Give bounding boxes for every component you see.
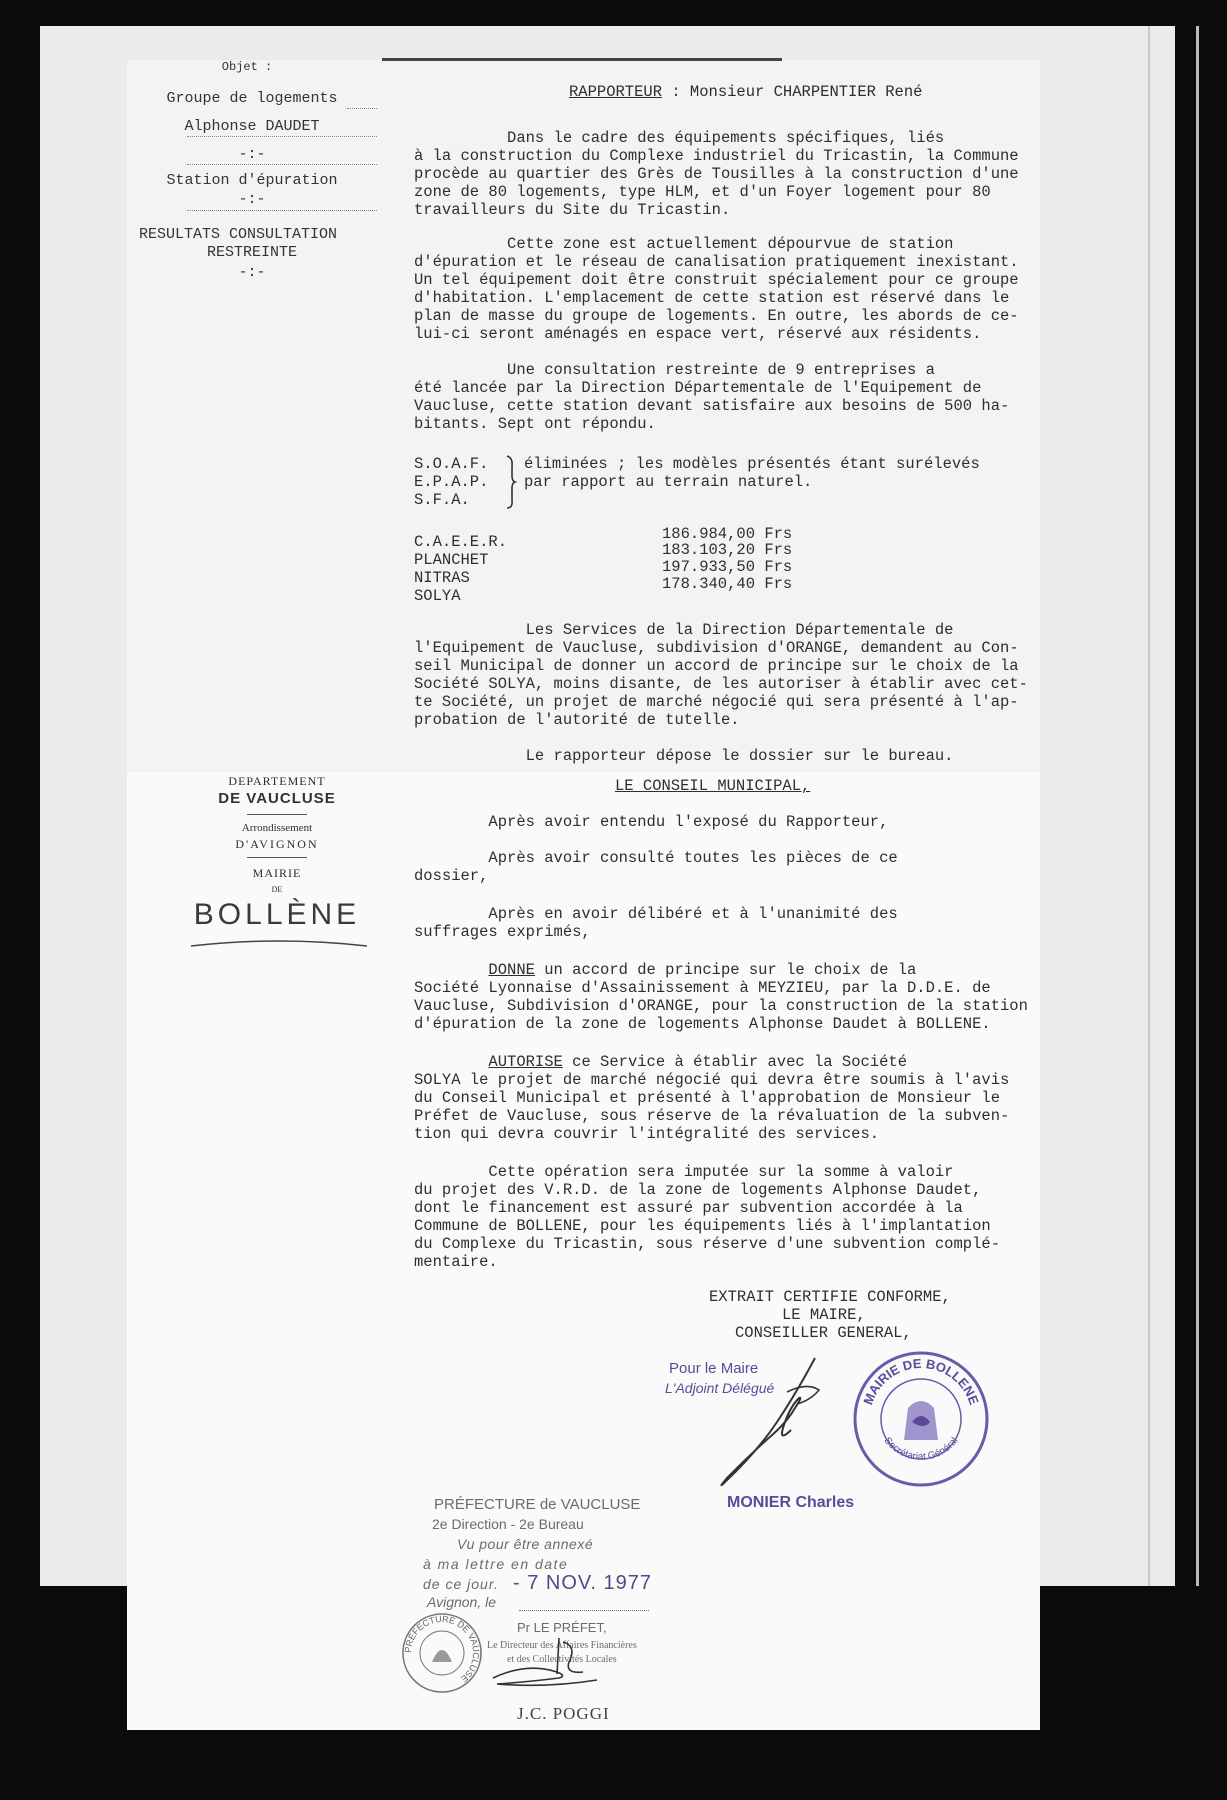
text-line bbox=[414, 1054, 907, 1072]
objet-item-daudet: Alphonse DAUDET bbox=[184, 118, 320, 135]
certif-line: EXTRAIT CERTIFIE CONFORME, bbox=[709, 1288, 951, 1306]
eliminated-reason: éliminées ; les modèles présentés étant surélevés bbox=[524, 455, 980, 473]
binder-edge bbox=[1196, 26, 1199, 1586]
dotted-leader bbox=[187, 210, 377, 211]
letterhead-arrondissement: Arrondissement bbox=[241, 822, 313, 834]
letterhead-bollene: BOLLÈNE bbox=[193, 898, 361, 931]
letterhead-de: DE bbox=[271, 885, 283, 894]
bid-company: PLANCHET bbox=[414, 551, 489, 569]
text-line: Après avoir entendu l'exposé du Rapporteur, bbox=[414, 813, 889, 831]
eliminated-reason: par rapport au terrain naturel. bbox=[524, 473, 813, 491]
stamp-adjoint: L'Adjoint Délégué bbox=[665, 1380, 775, 1396]
letterhead-swash bbox=[189, 938, 369, 950]
rapporteur-line bbox=[569, 84, 922, 102]
text-line: Une consultation restreinte de 9 entreprises a bbox=[414, 361, 935, 379]
pref-poggi: J.C. POGGI bbox=[517, 1704, 610, 1723]
text-line: Après en avoir délibéré et à l'unanimité des bbox=[414, 905, 898, 923]
objet-item-resultats: RESULTATS CONSULTATION bbox=[139, 226, 338, 243]
text-line: Vaucluse, cette station devant satisfaire aux besoins de 500 ha- bbox=[414, 397, 1010, 415]
brace bbox=[505, 454, 517, 510]
letterhead-dept: DEPARTEMENT bbox=[228, 774, 326, 788]
letterhead-mairie: MAIRIE bbox=[252, 866, 302, 880]
bid-company: C.A.E.E.R. bbox=[414, 533, 508, 551]
objet-label: Objet : bbox=[221, 60, 273, 74]
prefect-signature bbox=[487, 1622, 617, 1692]
deliberation-sheet bbox=[127, 772, 1040, 1730]
text-line: Les Services de la Direction Départementale de bbox=[414, 621, 954, 639]
letterhead-vaucluse: DE VAUCLUSE bbox=[218, 790, 336, 807]
prefecture-emblem-icon bbox=[432, 1650, 452, 1662]
text-line: du Complexe du Tricastin, sous réserve d'une subvention complé- bbox=[414, 1235, 1000, 1253]
bid-amount: 183.103,20 Frs bbox=[662, 541, 793, 559]
mairie-seal-subtext: Secrétariat Général bbox=[881, 1435, 961, 1463]
text-line: dossier, bbox=[414, 867, 489, 885]
text-line: été lancée par la Direction Départementale de l'Equipement de bbox=[414, 379, 982, 397]
conseil-title: LE CONSEIL MUNICIPAL, bbox=[615, 777, 811, 795]
text-line: Société SOLYA, moins disante, de les autoriser à établir avec cet- bbox=[414, 675, 1028, 693]
eliminated-company: S.F.A. bbox=[414, 491, 470, 509]
text-line: lui-ci seront aménagés en espace vert, réservé aux résidents. bbox=[414, 325, 982, 343]
text-segment: ce Service à établir avec la Société bbox=[562, 1053, 907, 1071]
text-line: Cette opération sera imputée sur la somme à valoir bbox=[414, 1163, 954, 1181]
text-line: travailleurs du Site du Tricastin. bbox=[414, 201, 731, 219]
bid-company: NITRAS bbox=[414, 569, 470, 587]
text-line: SOLYA le projet de marché négocié qui devra être soumis à l'avis bbox=[414, 1071, 1010, 1089]
stamp-pour-le-maire: Pour le Maire bbox=[669, 1360, 759, 1377]
report-sheet bbox=[127, 60, 1040, 772]
text-line: Cette zone est actuellement dépourvue de station bbox=[414, 235, 954, 253]
objet-sep: -:- bbox=[238, 264, 266, 281]
certif-line: CONSEILLER GENERAL, bbox=[735, 1324, 912, 1342]
text-line: Après avoir consulté toutes les pièces de ce bbox=[414, 849, 898, 867]
text-line: Préfet de Vaucluse, sous réserve de la révaluation de la subven- bbox=[414, 1107, 1010, 1125]
mairie-seal-text: MAIRIE DE BOLLENE bbox=[860, 1355, 982, 1407]
pref-line: 2e Direction - 2e Bureau bbox=[432, 1516, 584, 1532]
text-line: l'Equipement de Vaucluse, subdivision d'ORANGE, demandent au Con- bbox=[414, 639, 1019, 657]
objet-sep: -:- bbox=[238, 191, 266, 208]
rapporteur-label: RAPPORTEUR bbox=[569, 83, 663, 101]
text-line: te Société, un projet de marché négocié qui sera présenté à l'ap- bbox=[414, 693, 1019, 711]
text-line: probation de l'autorité de tutelle. bbox=[414, 711, 740, 729]
pref-line: PRÉFECTURE de VAUCLUSE bbox=[434, 1496, 641, 1513]
text-line: Vaucluse, Subdivision d'ORANGE, pour la construction de la station bbox=[414, 997, 1028, 1015]
pref-line: Avignon, le bbox=[427, 1594, 497, 1610]
keyword-autorise: AUTORISE bbox=[488, 1053, 563, 1071]
binder-fold bbox=[1148, 26, 1150, 1586]
text-line: Commune de BOLLENE, pour les équipements liés à l'implantation bbox=[414, 1217, 991, 1235]
text-line: seil Municipal de donner un accord de principe sur le choix de la bbox=[414, 657, 1019, 675]
text-line: zone de 80 logements, type HLM, et d'un Foyer logement pour 80 bbox=[414, 183, 991, 201]
bid-company: SOLYA bbox=[414, 587, 461, 605]
eliminated-company: E.P.A.P. bbox=[414, 473, 489, 491]
rapporteur-name: : Monsieur CHARPENTIER René bbox=[662, 83, 923, 101]
letterhead-avignon: D'AVIGNON bbox=[235, 837, 319, 851]
letterhead-rule bbox=[247, 857, 307, 858]
text-line: du projet des V.R.D. de la zone de logements Alphonse Daudet, bbox=[414, 1181, 982, 1199]
dotted-leader bbox=[347, 108, 377, 109]
dotted-leader bbox=[187, 136, 377, 137]
page-top-rule bbox=[382, 58, 782, 61]
text-line: Société Lyonnaise d'Assainissement à MEYZIEU, par la D.D.E. de bbox=[414, 979, 991, 997]
text-line: bitants. Sept ont répondu. bbox=[414, 415, 656, 433]
svg-text:MAIRIE DE BOLLENE bbox=[860, 1356, 981, 1407]
letterhead-rule bbox=[247, 814, 307, 815]
pref-directeur: Le Directeur des Affaires Financières bbox=[487, 1640, 637, 1651]
pref-date-stamp: - 7 NOV. 1977 bbox=[513, 1572, 653, 1594]
bid-amount: 178.340,40 Frs bbox=[662, 575, 793, 593]
text-line: mentaire. bbox=[414, 1253, 498, 1271]
pref-date-leader bbox=[519, 1610, 649, 1611]
text-line: dont le financement est assuré par subvention accordée à la bbox=[414, 1199, 963, 1217]
text-line: d'épuration et le réseau de canalisation pratiquement inexistant. bbox=[414, 253, 1019, 271]
text-line: plan de masse du groupe de logements. En outre, les abords de ce- bbox=[414, 307, 1019, 325]
pref-directeur: et des Collectivités Locales bbox=[507, 1654, 617, 1665]
pref-prefet: Pr LE PRÉFET, bbox=[517, 1620, 607, 1635]
pref-line: Vu pour être annexé bbox=[457, 1536, 594, 1552]
prefecture-seal bbox=[401, 1612, 483, 1694]
seal-emblem-icon bbox=[904, 1401, 938, 1440]
keyword-donne: DONNE bbox=[488, 961, 535, 979]
objet-sep: -:- bbox=[238, 146, 266, 163]
bid-amount: 197.933,50 Frs bbox=[662, 558, 793, 576]
text-segment: un accord de principe sur le choix de la bbox=[534, 961, 917, 979]
text-line: Un tel équipement doit être construit spécialement pour ce groupe bbox=[414, 271, 1019, 289]
text-line: d'habitation. L'emplacement de cette station est réservé dans le bbox=[414, 289, 1010, 307]
objet-item-groupe: Groupe de logements bbox=[166, 90, 338, 107]
text-line: tion qui devra couvrir l'intégralité des services. bbox=[414, 1125, 880, 1143]
bid-amount: 186.984,00 Frs bbox=[662, 525, 793, 543]
objet-item-restreinte: RESTREINTE bbox=[206, 244, 297, 261]
prefecture-seal-text: PRÉFECTURE DE VAUCLUSE bbox=[402, 1613, 482, 1685]
pref-line: de ce jour. bbox=[423, 1576, 499, 1592]
certif-line: LE MAIRE, bbox=[782, 1306, 866, 1324]
text-line: à la construction du Complexe industriel du Tricastin, la Commune bbox=[414, 147, 1019, 165]
eliminated-company: S.O.A.F. bbox=[414, 455, 489, 473]
text-line bbox=[414, 962, 916, 980]
text-line: Dans le cadre des équipements spécifiques, liés bbox=[414, 129, 945, 147]
dotted-leader bbox=[187, 164, 377, 165]
text-line: d'épuration de la zone de logements Alphonse Daudet à BOLLENE. bbox=[414, 1015, 991, 1033]
text-line: du Conseil Municipal et présenté à l'approbation de Monsieur le bbox=[414, 1089, 1000, 1107]
mairie-seal bbox=[852, 1350, 990, 1488]
text-line: suffrages exprimés, bbox=[414, 923, 591, 941]
pref-line: à ma lettre en date bbox=[423, 1556, 569, 1572]
objet-item-station: Station d'épuration bbox=[166, 172, 338, 189]
text-line: procède au quartier des Grès de Tousilles à la construction d'une bbox=[414, 165, 1019, 183]
mayor-signature bbox=[687, 1352, 827, 1492]
paragraph-depot: Le rapporteur dépose le dossier sur le bureau. bbox=[414, 747, 954, 765]
stamp-monier: MONIER Charles bbox=[727, 1494, 855, 1511]
